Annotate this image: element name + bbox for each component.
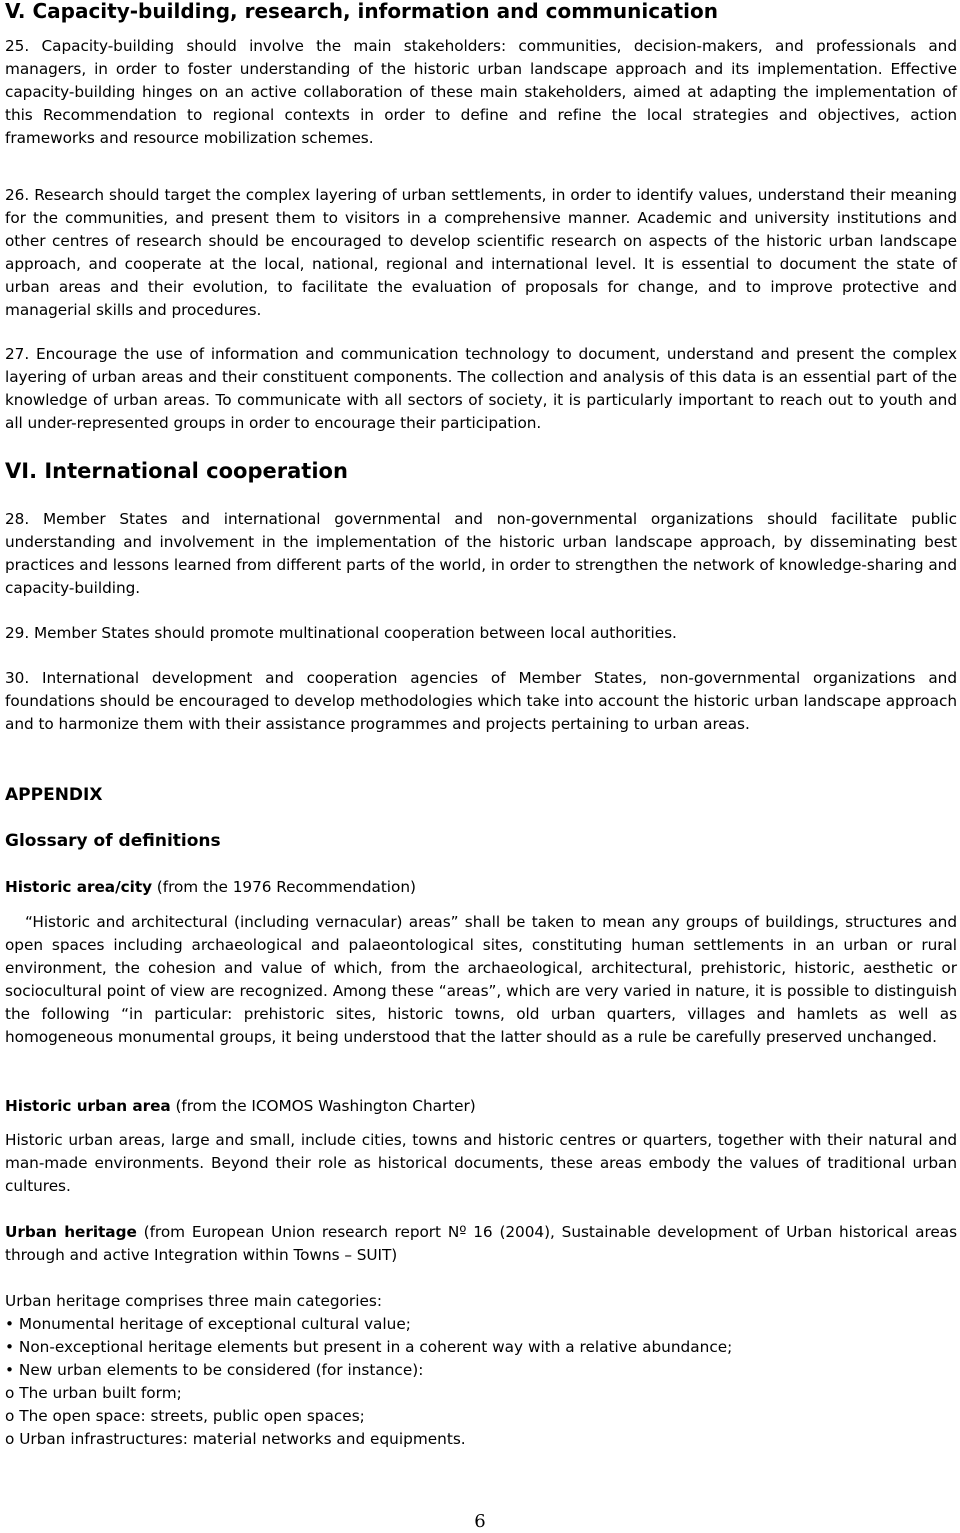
paragraph-29: 29. Member States should promote multinational cooperation between local authorities. bbox=[5, 624, 677, 642]
paragraph-28: 28. Member States and international governmental and non-governmental organizations should facilitate public understanding and involvement in the implementation of the historic urban landscape approach, by disseminating best practices and lessons learned from different parts of the world, in order to strengthen the network of knowledge-sharing and capacity-building. bbox=[5, 510, 957, 597]
paragraph-26: 26. Research should target the complex layering of urban settlements, in order to identify values, understand their meaning for the communities, and present them to visitors in a comprehensive manner. Academic and university institutions and other centres of research should be encouraged to develop scientific research on aspects of the historic urban landscape approach, and cooperate at the local, national, regional and international level. It is essential to document the state of urban areas and their evolution, to facilitate the evaluation of proposals for change, and to improve protective and managerial skills and procedures. bbox=[5, 186, 957, 319]
list-item: o Urban infrastructures: material networks and equipments. bbox=[5, 1430, 466, 1448]
section-v-heading: V. Capacity-building, research, information and communication bbox=[5, 0, 718, 23]
historic-urban-area-term-line bbox=[5, 1095, 957, 1118]
list-item: o The open space: streets, public open spaces; bbox=[5, 1407, 365, 1425]
glossary-heading: Glossary of definitions bbox=[5, 831, 221, 851]
historic-urban-area-source: (from the ICOMOS Washington Charter) bbox=[170, 1097, 476, 1115]
urban-heritage-term: Urban heritage bbox=[5, 1223, 137, 1241]
urban-heritage-term-line bbox=[5, 1221, 957, 1267]
historic-urban-area-term: Historic urban area bbox=[5, 1097, 171, 1115]
historic-area-term: Historic area/city bbox=[5, 878, 152, 896]
urban-heritage-intro: Urban heritage comprises three main categories: bbox=[5, 1292, 383, 1310]
urban-heritage-categories bbox=[5, 1290, 957, 1451]
appendix-heading: APPENDIX bbox=[5, 785, 103, 805]
list-item: • Monumental heritage of exceptional cultural value; bbox=[5, 1315, 411, 1333]
historic-urban-area-definition: Historic urban areas, large and small, include cities, towns and historic centres or quarters, together with their natural and man-made environments. Beyond their role as historical documents, these areas embody the values of traditional urban cultures. bbox=[5, 1131, 957, 1195]
section-vi-heading: VI. International cooperation bbox=[5, 459, 348, 483]
paragraph-25: 25. Capacity-building should involve the main stakeholders: communities, decision-makers, and professionals and managers, in order to foster understanding of the historic urban landscape approach and its implementation. Effective capacity-building hinges on an active collaboration of these main stakeholders, aimed at adapting the implementation of this Recommendation to regional contexts in order to define and refine the local strategies and objectives, action frameworks and resource mobilization schemes. bbox=[5, 37, 957, 147]
paragraph-30: 30. International development and cooperation agencies of Member States, non-governmental organizations and foundations should be encouraged to develop methodologies which take into account the historic urban landscape approach and to harmonize them with their assistance programmes and projects pertaining to urban areas. bbox=[5, 669, 957, 733]
list-item: o The urban built form; bbox=[5, 1384, 182, 1402]
list-item: • New urban elements to be considered (for instance): bbox=[5, 1361, 424, 1379]
list-item: • Non-exceptional heritage elements but present in a coherent way with a relative abundance; bbox=[5, 1338, 733, 1356]
paragraph-27: 27. Encourage the use of information and communication technology to document, understand and present the complex layering of urban areas and their constituent components. The collection and analysis of this data is an essential part of the knowledge of urban areas. To communicate with all sectors of society, it is particularly important to reach out to youth and all under-represented groups in order to encourage their participation. bbox=[5, 345, 957, 432]
urban-heritage-source: (from European Union research report Nº 16 (2004), Sustainable development of Urban historical areas through and active Integration within Towns – SUIT) bbox=[5, 1223, 958, 1264]
page-number: 6 bbox=[474, 1511, 486, 1532]
historic-area-definition: “Historic and architectural (including vernacular) areas” shall be taken to mean any groups of buildings, structures and open spaces including archaeological and palaeontological sites, constituting human settlements in an urban or rural environment, the cohesion and value of which, from the archaeological, architectural, prehistoric, historic, aesthetic or sociocultural point of view are recognized. Among these “areas”, which are very varied in nature, it is possible to distinguish the following “in particular: prehistoric sites, historic towns, old urban quarters, villages and hamlets as well as homogeneous monumental groups, it being understood that the latter should as a rule be carefully preserved unchanged. bbox=[5, 913, 957, 1046]
historic-area-term-line bbox=[5, 876, 957, 899]
historic-area-source: (from the 1976 Recommendation) bbox=[152, 878, 416, 896]
